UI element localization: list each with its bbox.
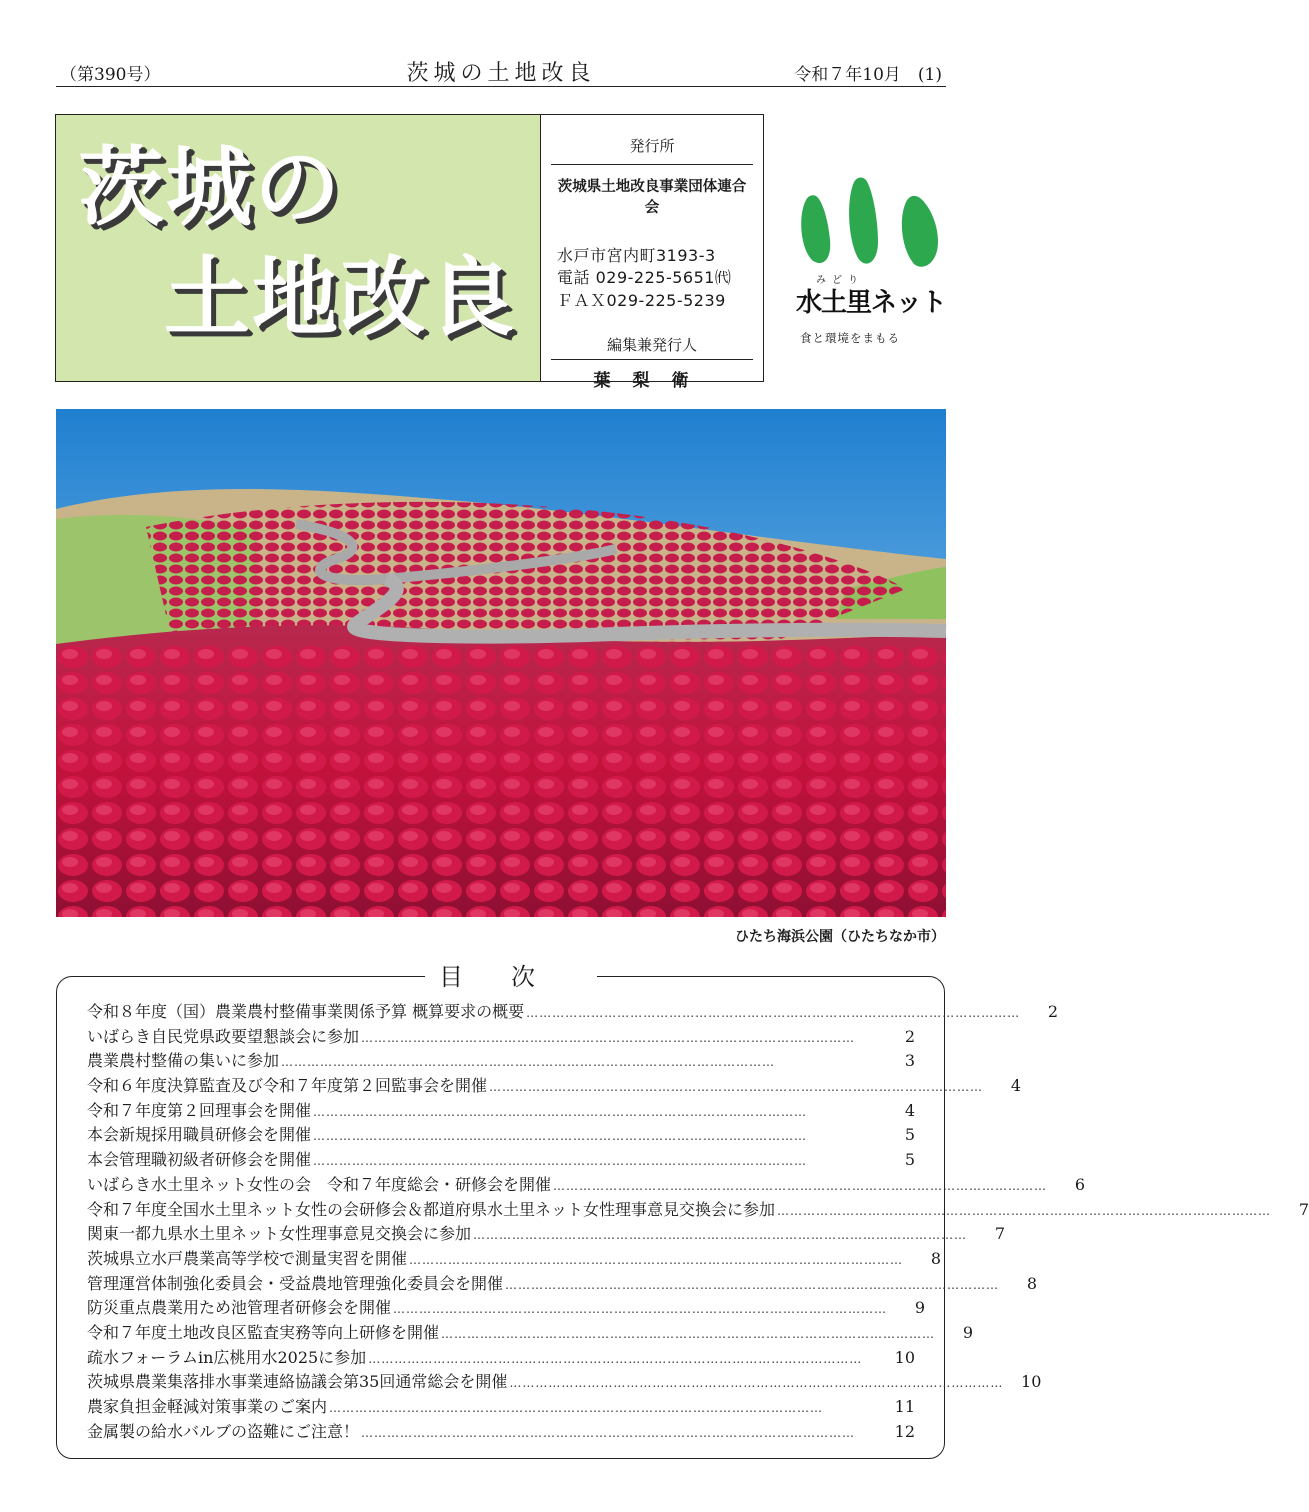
toc-item-title: 疏水フォーラムin広桃用水2025に参加	[87, 1347, 367, 1367]
toc-item[interactable]	[87, 1221, 1006, 1246]
cover-photo	[56, 409, 946, 917]
toc-leader-dots: ……………………………………………………………………………………………………	[473, 1228, 968, 1243]
toc-item-page: 10	[894, 1347, 915, 1367]
kochia-hill-photo	[56, 409, 946, 917]
toc-item[interactable]	[87, 1073, 1022, 1098]
toc-item-page: 9	[962, 1322, 974, 1342]
toc-item-page: 5	[904, 1125, 915, 1145]
toc-item-page: 9	[914, 1298, 926, 1318]
toc-item-page: 2	[1047, 1002, 1059, 1021]
toc-item[interactable]	[87, 1320, 974, 1345]
toc-item-page: 10	[1021, 1372, 1042, 1392]
toc-item-page: 7	[1298, 1199, 1309, 1219]
toc-list	[87, 999, 1309, 1443]
toc-item[interactable]	[87, 1419, 915, 1444]
page-header	[56, 56, 946, 87]
publisher-phone: 電話 029-225-5651㈹	[557, 268, 732, 288]
editor-label: 編集兼発行人	[606, 336, 697, 355]
toc-leader-dots: ……………………………………………………………………………………………………	[329, 1401, 824, 1415]
toc-leader-dots: ……………………………………………………………………………………………………	[313, 1154, 808, 1169]
logo-ruby: みどり	[816, 275, 864, 286]
toc-item-title: 金属製の給水バルブの盗難にご注意！	[87, 1421, 360, 1441]
publisher-contact	[551, 245, 753, 312]
masthead	[55, 114, 764, 392]
toc-item-title: 令和７年度全国水土里ネット女性の会研修会＆都道府県水土里ネット女性理事意見交換会に参加	[87, 1199, 776, 1219]
toc-leader-dots: ……………………………………………………………………………………………………	[313, 1129, 808, 1144]
midori-net-logo	[792, 170, 952, 350]
toc-leader-dots: ……………………………………………………………………………………………………	[393, 1302, 888, 1317]
toc-item-title: 令和８年度（国）農業農村整備事業関係予算 概算要求の概要	[87, 1002, 525, 1021]
toc-item-title: 令和７年度土地改良区監査実務等向上研修を開催	[87, 1322, 440, 1342]
toc-item[interactable]	[87, 1246, 942, 1271]
toc-item-title: いばらき水土里ネット女性の会 令和７年度総会・研修会を開催	[87, 1174, 552, 1194]
toc-item[interactable]	[87, 1271, 1038, 1296]
toc-item-page: 8	[1026, 1273, 1038, 1293]
running-title: 茨城の土地改良	[406, 61, 596, 86]
toc-item-title: 農業農村整備の集いに参加	[87, 1051, 280, 1071]
toc-item-title: 茨城県立水戸農業高等学校で測量実習を開催	[87, 1248, 408, 1268]
editor-name: 葉梨衛	[551, 359, 753, 391]
toc-item-title: 令和７年度第２回理事会を開催	[87, 1100, 312, 1120]
toc-item[interactable]	[87, 1122, 915, 1147]
toc-item[interactable]	[87, 1345, 915, 1370]
toc-item-title: 農家負担金軽減対策事業のご案内	[87, 1397, 328, 1416]
toc-item-page: 11	[894, 1397, 915, 1416]
toc-item-page: 7	[994, 1224, 1006, 1244]
toc-leader-dots: ……………………………………………………………………………………………………	[361, 1425, 856, 1440]
logo-leaf-icon	[792, 170, 952, 275]
toc-item-page: 4	[904, 1100, 915, 1120]
publisher-info	[541, 115, 763, 392]
toc-item[interactable]	[87, 999, 1059, 1024]
toc-item-page: 4	[1010, 1076, 1022, 1096]
publisher-fax: ＦＡＸ029-225-5239	[557, 290, 726, 310]
table-of-contents	[56, 963, 1309, 1459]
toc-item-page: 12	[894, 1421, 915, 1441]
toc-leader-dots: ……………………………………………………………………………………………………	[777, 1203, 1272, 1218]
toc-leader-dots: ……………………………………………………………………………………………………	[361, 1030, 856, 1045]
toc-item-title: 本会新規採用職員研修会を開催	[87, 1125, 312, 1145]
toc-item[interactable]	[87, 1172, 1086, 1197]
toc-title: 目次	[425, 957, 597, 992]
toc-leader-dots: ……………………………………………………………………………………………………	[368, 1351, 863, 1366]
publisher-address: 水戸市宮内町3193-3	[557, 246, 716, 265]
toc-item[interactable]	[87, 1295, 926, 1320]
toc-item-page: 8	[930, 1248, 942, 1268]
publisher-label: 発行所	[629, 137, 675, 155]
toc-item-page: 5	[904, 1150, 915, 1170]
toc-item-title: 令和６年度決算監査及び令和７年度第２回監事会を開催	[87, 1076, 488, 1096]
toc-leader-dots: ……………………………………………………………………………………………………	[281, 1055, 776, 1070]
toc-leader-dots: ……………………………………………………………………………………………………	[509, 1376, 1004, 1391]
issue-number: （第390号）	[60, 65, 161, 85]
toc-item-title: 本会管理職初級者研修会を開催	[87, 1150, 312, 1170]
toc-leader-dots: ……………………………………………………………………………………………………	[505, 1277, 1000, 1292]
toc-leader-dots: ……………………………………………………………………………………………………	[313, 1104, 808, 1119]
masthead-title-line2: 土地改良	[164, 248, 516, 348]
toc-leader-dots: ……………………………………………………………………………………………………	[489, 1080, 984, 1095]
publisher-org: 茨城県土地改良事業団体連合会	[551, 164, 753, 217]
toc-leader-dots: ……………………………………………………………………………………………………	[553, 1178, 1048, 1193]
toc-leader-dots: ……………………………………………………………………………………………………	[441, 1326, 936, 1341]
toc-leader-dots: ……………………………………………………………………………………………………	[409, 1252, 904, 1267]
toc-item-page: 3	[904, 1051, 915, 1071]
toc-item[interactable]	[87, 1147, 915, 1172]
toc-item[interactable]	[87, 1197, 1309, 1222]
toc-item[interactable]	[87, 1369, 1042, 1394]
masthead-title-box	[56, 115, 541, 381]
toc-item-page: 2	[904, 1026, 915, 1046]
logo-name: 水土里ネット	[796, 288, 947, 318]
masthead-title-line1: 茨城の	[78, 138, 342, 238]
toc-item[interactable]	[87, 1394, 915, 1419]
toc-item-title: 管理運営体制強化委員会・受益農地管理強化委員会を開催	[87, 1273, 504, 1293]
logo-tagline: 食と環境をまもる	[800, 331, 900, 345]
toc-leader-dots: ……………………………………………………………………………………………………	[526, 1006, 1021, 1020]
issue-date: 令和７年10月 (1)	[794, 65, 942, 85]
photo-caption: ひたち海浜公園（ひたちなか市）	[735, 929, 945, 945]
toc-item-page: 6	[1074, 1174, 1086, 1194]
toc-item-title: 関東一都九県水土里ネット女性理事意見交換会に参加	[87, 1224, 472, 1244]
toc-item-title: いばらき自民党県政要望懇談会に参加	[87, 1026, 360, 1046]
toc-item-title: 茨城県農業集落排水事業連絡協議会第35回通常総会を開催	[87, 1372, 508, 1392]
toc-item[interactable]	[87, 1098, 915, 1123]
toc-item[interactable]	[87, 1024, 915, 1049]
toc-item-title: 防災重点農業用ため池管理者研修会を開催	[87, 1298, 392, 1318]
toc-item[interactable]	[87, 1048, 915, 1073]
